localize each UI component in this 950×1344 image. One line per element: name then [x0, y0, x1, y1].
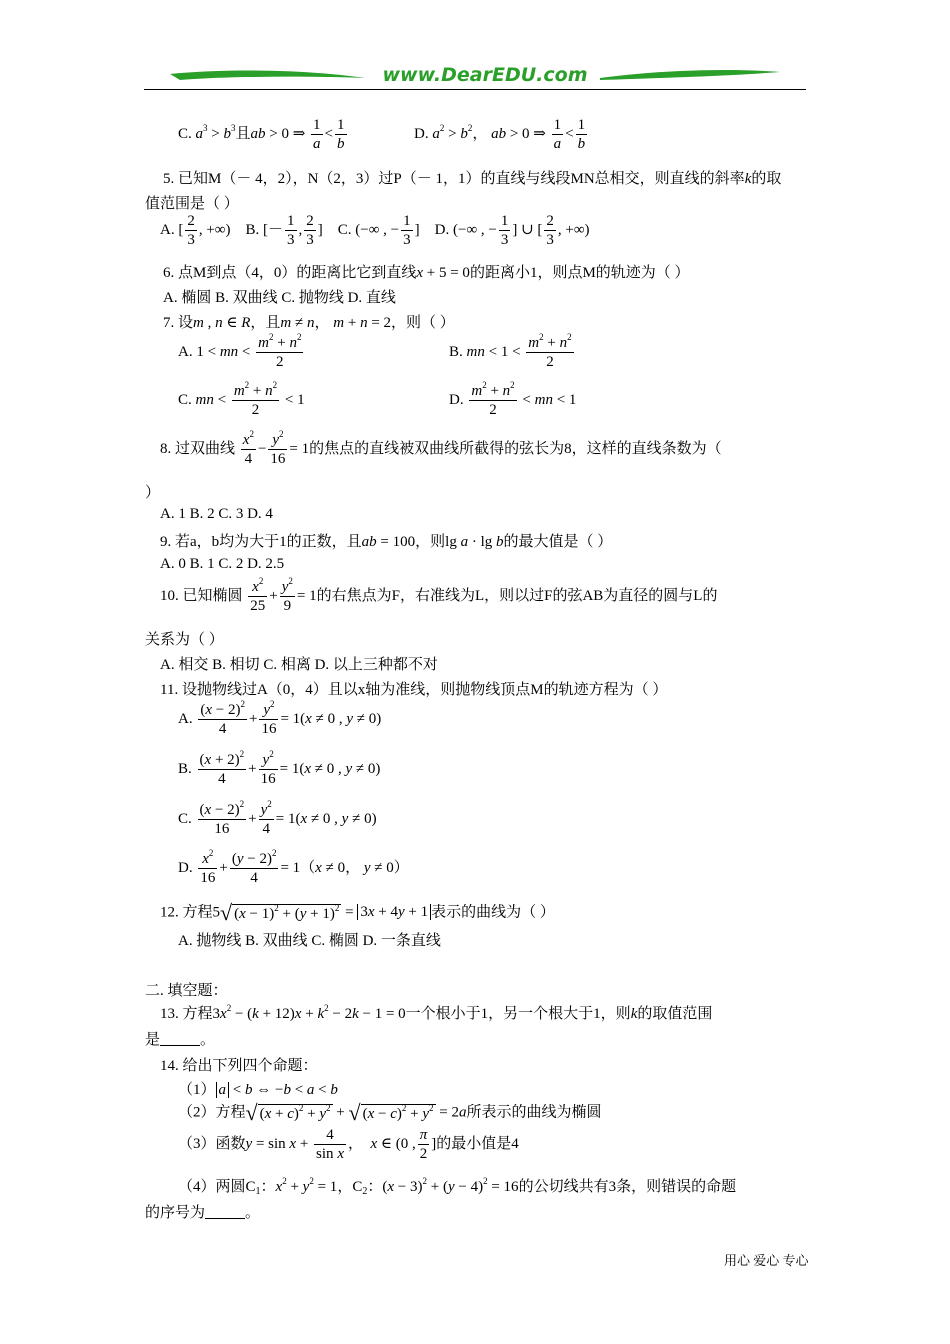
right-swoosh — [600, 70, 780, 80]
q14-proposition-4: （4）两圆$C_1$：$x^2 + y^2 = 1$，$C_2$：$(x - 3)^2 + (y - 4)^2 = 16$的公切线共有3条，则错误的命题 — [178, 1176, 737, 1197]
q14-proposition-2: （2）方程√ $(x + c)^2 + y^2$ + √ $(x - c)^2 + y^2 = 2a$所表示的曲线为椭圆 — [178, 1100, 602, 1125]
q14-proposition-1: （1） a < b ⇔ −b < a < b — [178, 1082, 338, 1098]
footer-text: 用心 爱心 专心 — [724, 1253, 809, 1268]
site-logo-text: www.DearEDU.com — [382, 64, 588, 86]
section-2-title: 二. 填空题： — [145, 983, 228, 999]
header-banner — [140, 60, 810, 94]
q8-line2: ） — [145, 485, 161, 501]
q12-options: A. 抛物线 B. 双曲线 C. 椭圆 D. 一条直线 — [178, 933, 441, 949]
q9-question: 9. 若a，b均为大于1的正数，且ab = 100，则lg a · lg b的最大值是（ ） — [160, 534, 613, 550]
frac-1-over-b: $\frac{1}{b}$ — [337, 117, 345, 152]
frac-1-over-a-d: $\frac{1}{a}$ — [553, 117, 562, 152]
q13-answer-blank[interactable] — [160, 1031, 200, 1046]
q12-question: 12. 方程5√ $(x - 1)^2 + (y + 1)^2 = 3x + 4y + 1$ 表示的曲线为（ ） — [160, 900, 555, 925]
q14-line2: 的序号为 。 — [145, 1205, 261, 1221]
q11-option-c: C. $\frac{(x - 2)^2}{16}$ + $\frac{y^2}{4}$ = 1(x ≠ 0 , y ≠ 0) — [178, 799, 377, 837]
q14-intro: 14. 给出下列四个命题： — [160, 1058, 318, 1074]
q10-question: 10. 已知椭圆 $\frac{x^2}{25}$ + $\frac{y^2}{9}$ = 1的右焦点为F，右准线为L，则以过F的弦AB为直径的圆与L的 — [160, 576, 718, 614]
top-option-c: C. $a^3 > b^3$且ab > 0 ⇒ $\frac{1}{a}$ < $\frac{1}{b}$ — [178, 117, 345, 152]
q7-option-d: D. $\frac{m^2 + n^2}{2}$ < mn < 1 — [449, 380, 577, 418]
q5-line1: 5. 已知M（－ 4，2），N（2，3）过P（－ 1，1）的直线与线段MN总相交，则直线的斜率k的取 — [163, 171, 782, 187]
q5-line2: 值范围是（ ） — [145, 196, 239, 212]
frac-1-over-a: $\frac{1}{a}$ — [313, 117, 321, 152]
q11-question: 11. 设抛物线过A（0，4）且以x轴为准线，则抛物线顶点M的轨迹方程为（ ） — [160, 682, 668, 698]
header-rule — [144, 89, 806, 90]
q10-options: A. 相交 B. 相切 C. 相离 D. 以上三种都不对 — [160, 657, 438, 673]
q13-line2: 是 。 — [145, 1032, 216, 1048]
q7-option-a: A. 1 < mn < $\frac{m^2 + n^2}{2}$ — [178, 332, 302, 370]
q7-question: 7. 设m , n ∈ R，且m ≠ n， m + n = 2，则（ ） — [163, 315, 455, 331]
q6-question: 6. 点M到点（4，0）的距离比它到直线x + 5 = 0的距离小1，则点M的轨迹为（ ） — [163, 265, 690, 281]
q14-answer-blank[interactable] — [205, 1204, 245, 1219]
left-swoosh — [170, 71, 365, 80]
q11-option-b: B. $\frac{(x + 2)^2}{4}$ + $\frac{y^2}{16}$ = 1(x ≠ 0 , y ≠ 0) — [178, 749, 381, 787]
q8-options: A. 1 B. 2 C. 3 D. 4 — [160, 506, 273, 522]
q9-options: A. 0 B. 1 C. 2 D. 2.5 — [160, 556, 285, 572]
q11-option-d: D. $\frac{x^2}{16}$ + $\frac{(y - 2)^2}{4}$ = 1（x ≠ 0， y ≠ 0） — [178, 848, 409, 886]
q13-question: 13. 方程$3x^2 - (k + 12)x + k^2 - 2k - 1 = 0$一个根小于1，另一个根大于1，则k的取值范围 — [160, 1003, 713, 1022]
q7-option-c: C. mn < $\frac{m^2 + n^2}{2}$ < 1 — [178, 380, 305, 418]
q5-options: A. [ $\frac{2}{3}$ , +∞) B. [－ $\frac{1}{3}$ , $\frac{2}{3}$ ] C. (−∞ , − $\frac{1}{3}$ ] D. (−∞ , − $\frac{1}{3}$ ] ∪ [ $\frac{2}{3}$ , +∞) — [160, 213, 590, 248]
frac-1-over-b-d: $\frac{1}{b}$ — [577, 117, 586, 152]
q7-option-b: B. mn < 1 < $\frac{m^2 + n^2}{2}$ — [449, 332, 572, 370]
q14-proposition-3: （3）函数y = sin x + $\frac{4}{\text{sin x}}$ ， x ∈ (0 , $\frac{\pi}{2}$ ]的最小值是4 — [178, 1127, 519, 1162]
q6-options: A. 椭圆 B. 双曲线 C. 抛物线 D. 直线 — [163, 290, 396, 306]
q11-option-a: A. $\frac{(x - 2)^2}{4}$ + $\frac{y^2}{16}$ = 1(x ≠ 0 , y ≠ 0) — [178, 699, 382, 737]
q8-question: 8. 过双曲线 $\frac{x^2}{4}$ − $\frac{y^2}{16}$ = 1的焦点的直线被双曲线所截得的弦长为8，这样的直线条数为（ — [160, 429, 722, 467]
q10-line2: 关系为（ ） — [145, 632, 224, 648]
top-option-d: D. $a^2 > b^2$， ab > 0 ⇒ $\frac{1}{a}$ < $\frac{1}{b}$ — [414, 117, 586, 152]
